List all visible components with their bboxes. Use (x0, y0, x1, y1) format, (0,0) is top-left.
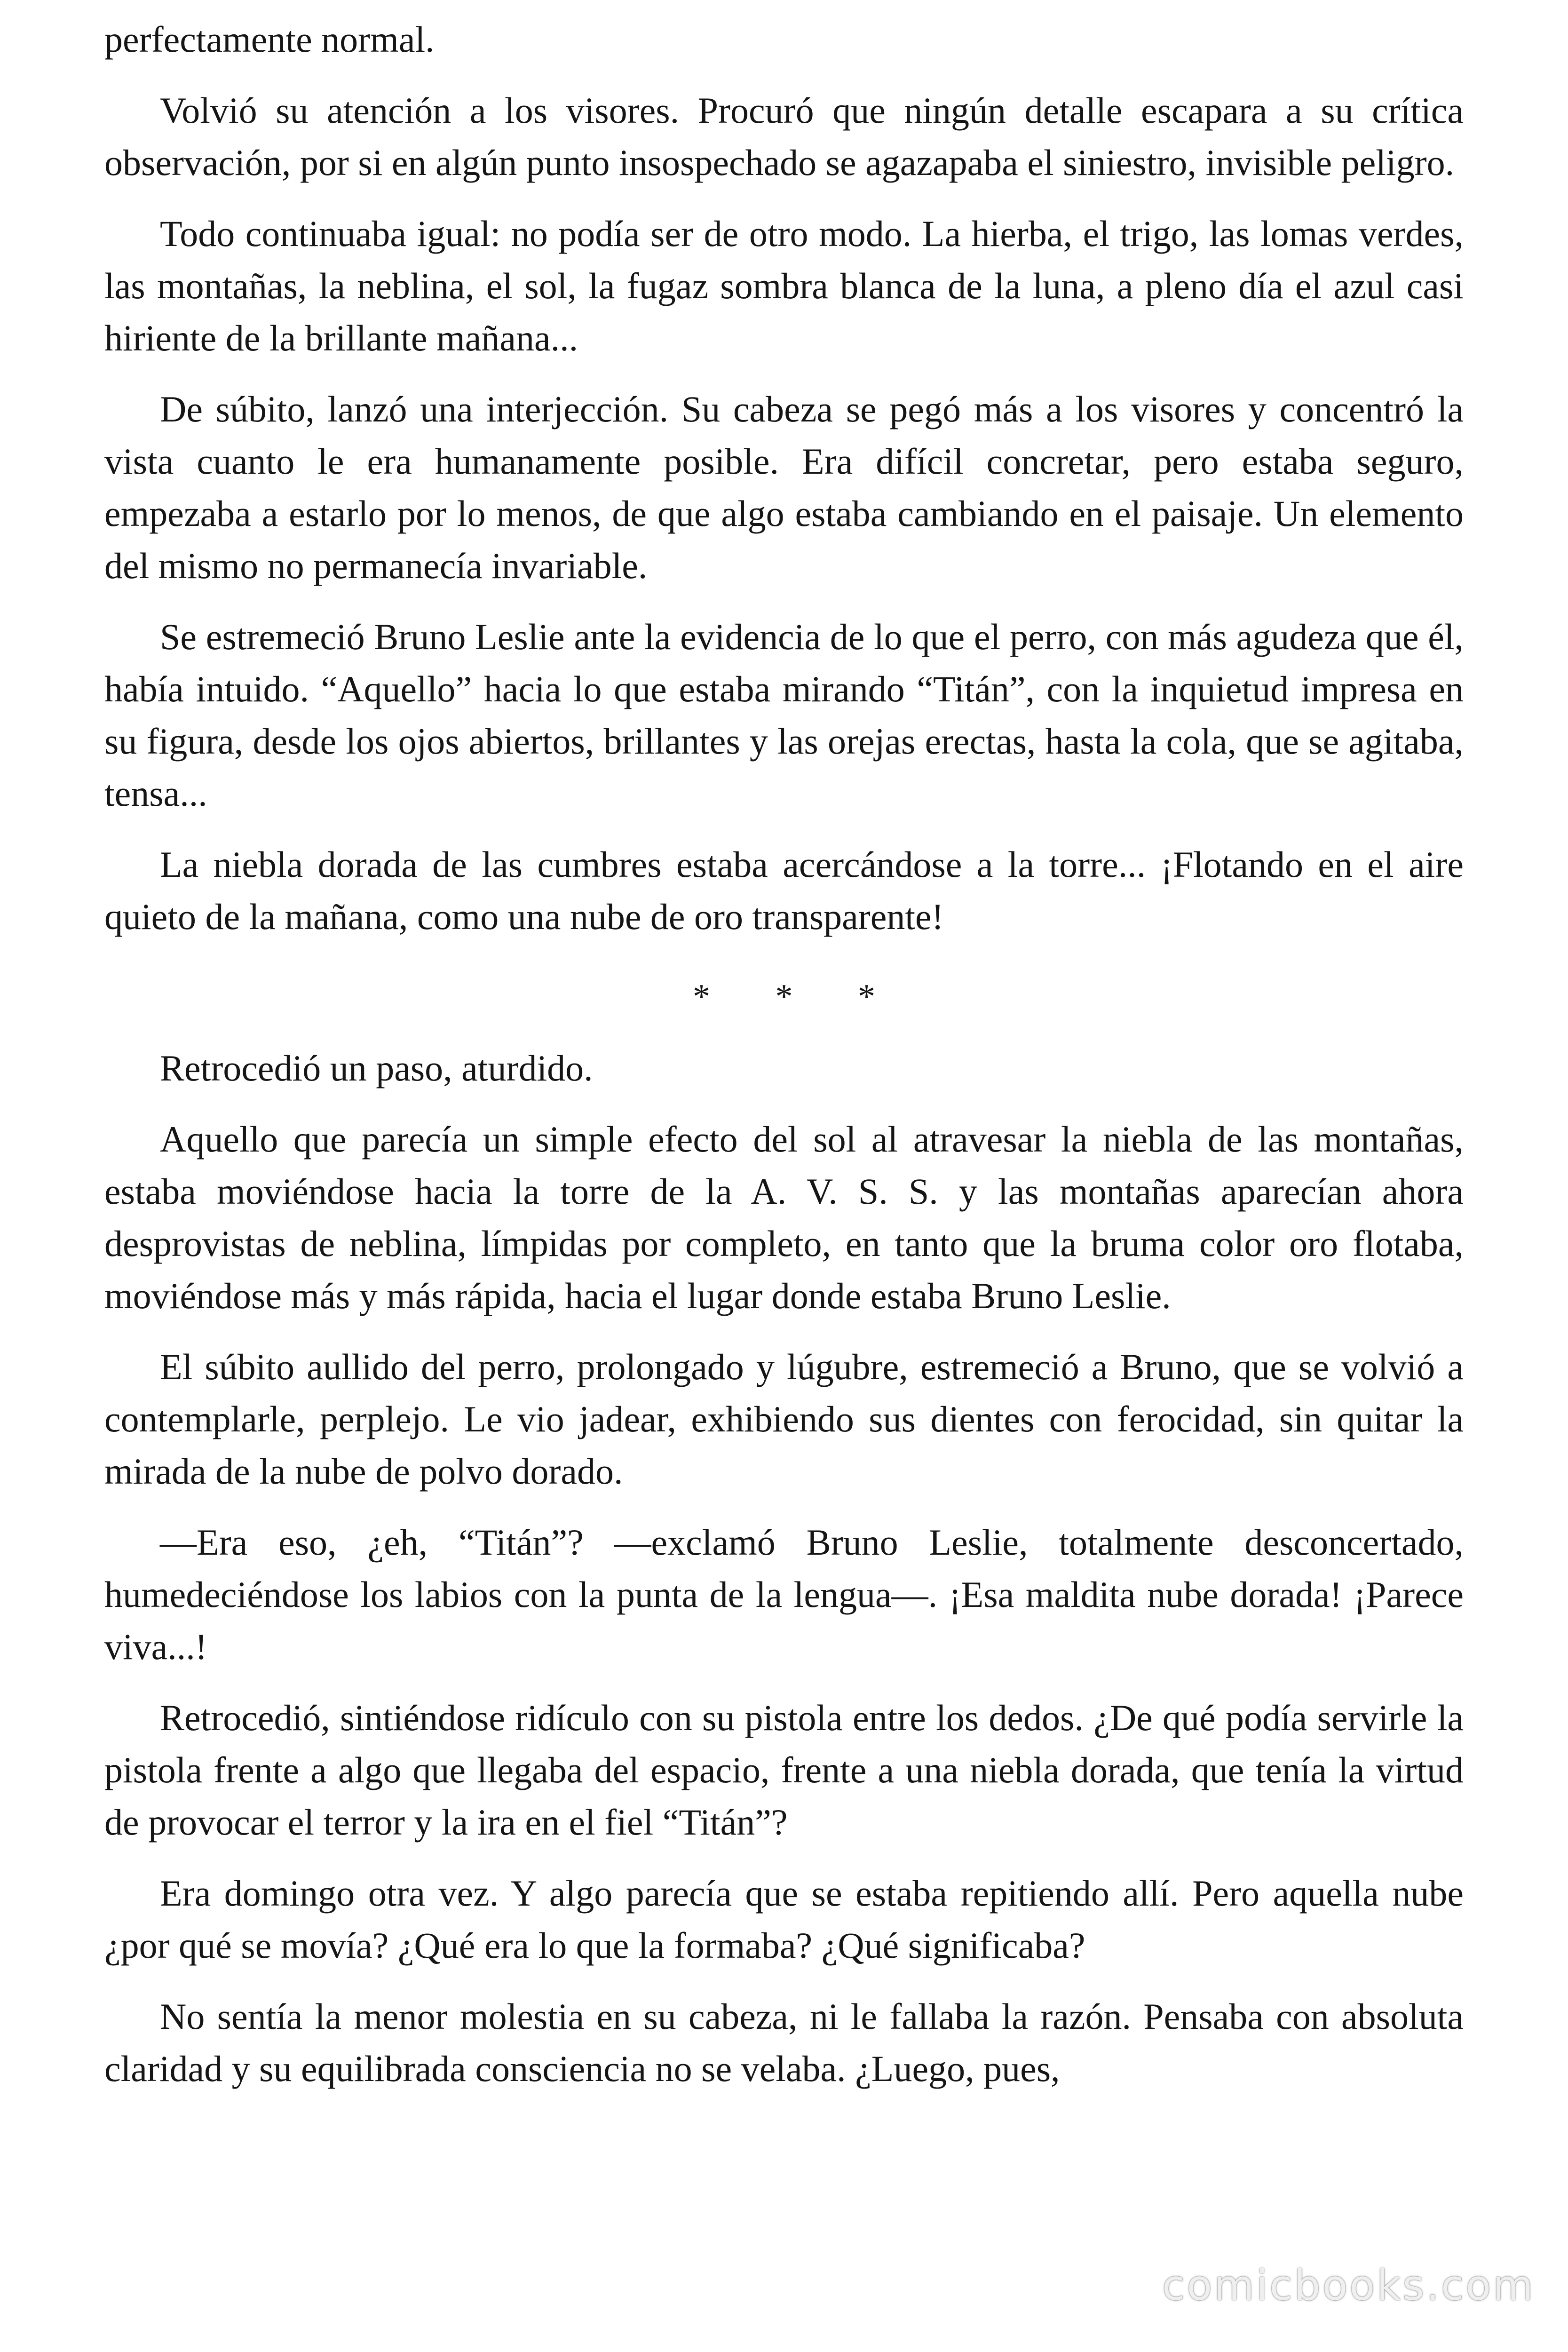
separator-asterisk: * (858, 977, 875, 1016)
paragraph: Retrocedió un paso, aturdido. (160, 1048, 593, 1089)
scene-break-separator (104, 971, 1464, 1023)
paragraph: No sentía la menor molestia en su cabeza, ni le fallaba la razón. Pensaba con absoluta claridad y su equilibrada consciencia no se velaba. ¿Luego, pues, (104, 1996, 1464, 2089)
paragraph: El súbito aullido del perro, prolongado y lúgubre, estremeció a Bruno, que se volvió a contemplarle, perplejo. Le vio jadear, exhibiendo sus dientes con ferocidad, sin quitar la mirada de la nube de polvo dorado. (104, 1346, 1464, 1492)
paragraph: —Era eso, ¿eh, “Titán”? —exclamó Bruno Leslie, totalmente desconcertado, humedeciéndose los labios con la punta de la lengua—. ¡Esa maldita nube dorada! ¡Parece viva...! (104, 1522, 1464, 1667)
paragraph: Retrocedió, sintiéndose ridículo con su pistola entre los dedos. ¿De qué podía servirle la pistola frente a algo que llegaba del espacio, frente a una niebla dorada, que tenía la virtud de provocar el terror y la ira en el fiel “Titán”? (104, 1697, 1464, 1843)
document-page (104, 0, 1464, 2352)
paragraph: Aquello que parecía un simple efecto del sol al atravesar la niebla de las montañas, estaba moviéndose hacia la torre de la A. V. S. S. y las montañas aparecían ahora desprovistas de neblina, límpidas por completo, en tanto que la bruma color oro flotaba, moviéndose más y más rápida, hacia el lugar donde estaba Bruno Leslie. (104, 1119, 1464, 1316)
paragraph-continuation: perfectamente normal. (104, 19, 435, 60)
paragraph: De súbito, lanzó una interjección. Su cabeza se pegó más a los visores y concentró la vista cuanto le era humanamente posible. Era difícil concretar, pero estaba seguro, empezaba a estarlo por lo menos, de que algo estaba cambiando en el paisaje. Un elemento del mismo no permanecía invariable. (104, 389, 1464, 586)
paragraph: Se estremeció Bruno Leslie ante la evidencia de lo que el perro, con más agudeza que él, había intuido. “Aquello” hacia lo que estaba mirando “Titán”, con la inquietud impresa en su figura, desde los ojos abiertos, brillantes y las orejas erectas, hasta la cola, que se agitaba, tensa... (104, 616, 1464, 814)
separator-asterisk: * (693, 977, 710, 1016)
paragraph: Volvió su atención a los visores. Procuró que ningún detalle escapara a su crítica observación, por si en algún punto insospechado se agazapaba el siniestro, invisible peligro. (104, 90, 1464, 183)
separator-asterisk: * (775, 977, 793, 1016)
paragraph: Era domingo otra vez. Y algo parecía que se estaba repitiendo allí. Pero aquella nube ¿por qué se movía? ¿Qué era lo que la formaba? ¿Qué significaba? (104, 1873, 1464, 1966)
paragraph: Todo continuaba igual: no podía ser de otro modo. La hierba, el trigo, las lomas verdes, las montañas, la neblina, el sol, la fugaz sombra blanca de la luna, a pleno día el azul casi hiriente de la brillante mañana... (104, 213, 1464, 358)
paragraph: La niebla dorada de las cumbres estaba acercándose a la torre... ¡Flotando en el aire quieto de la mañana, como una nube de oro transparente! (104, 844, 1464, 937)
watermark: comicbooks.com (1162, 2261, 1535, 2310)
